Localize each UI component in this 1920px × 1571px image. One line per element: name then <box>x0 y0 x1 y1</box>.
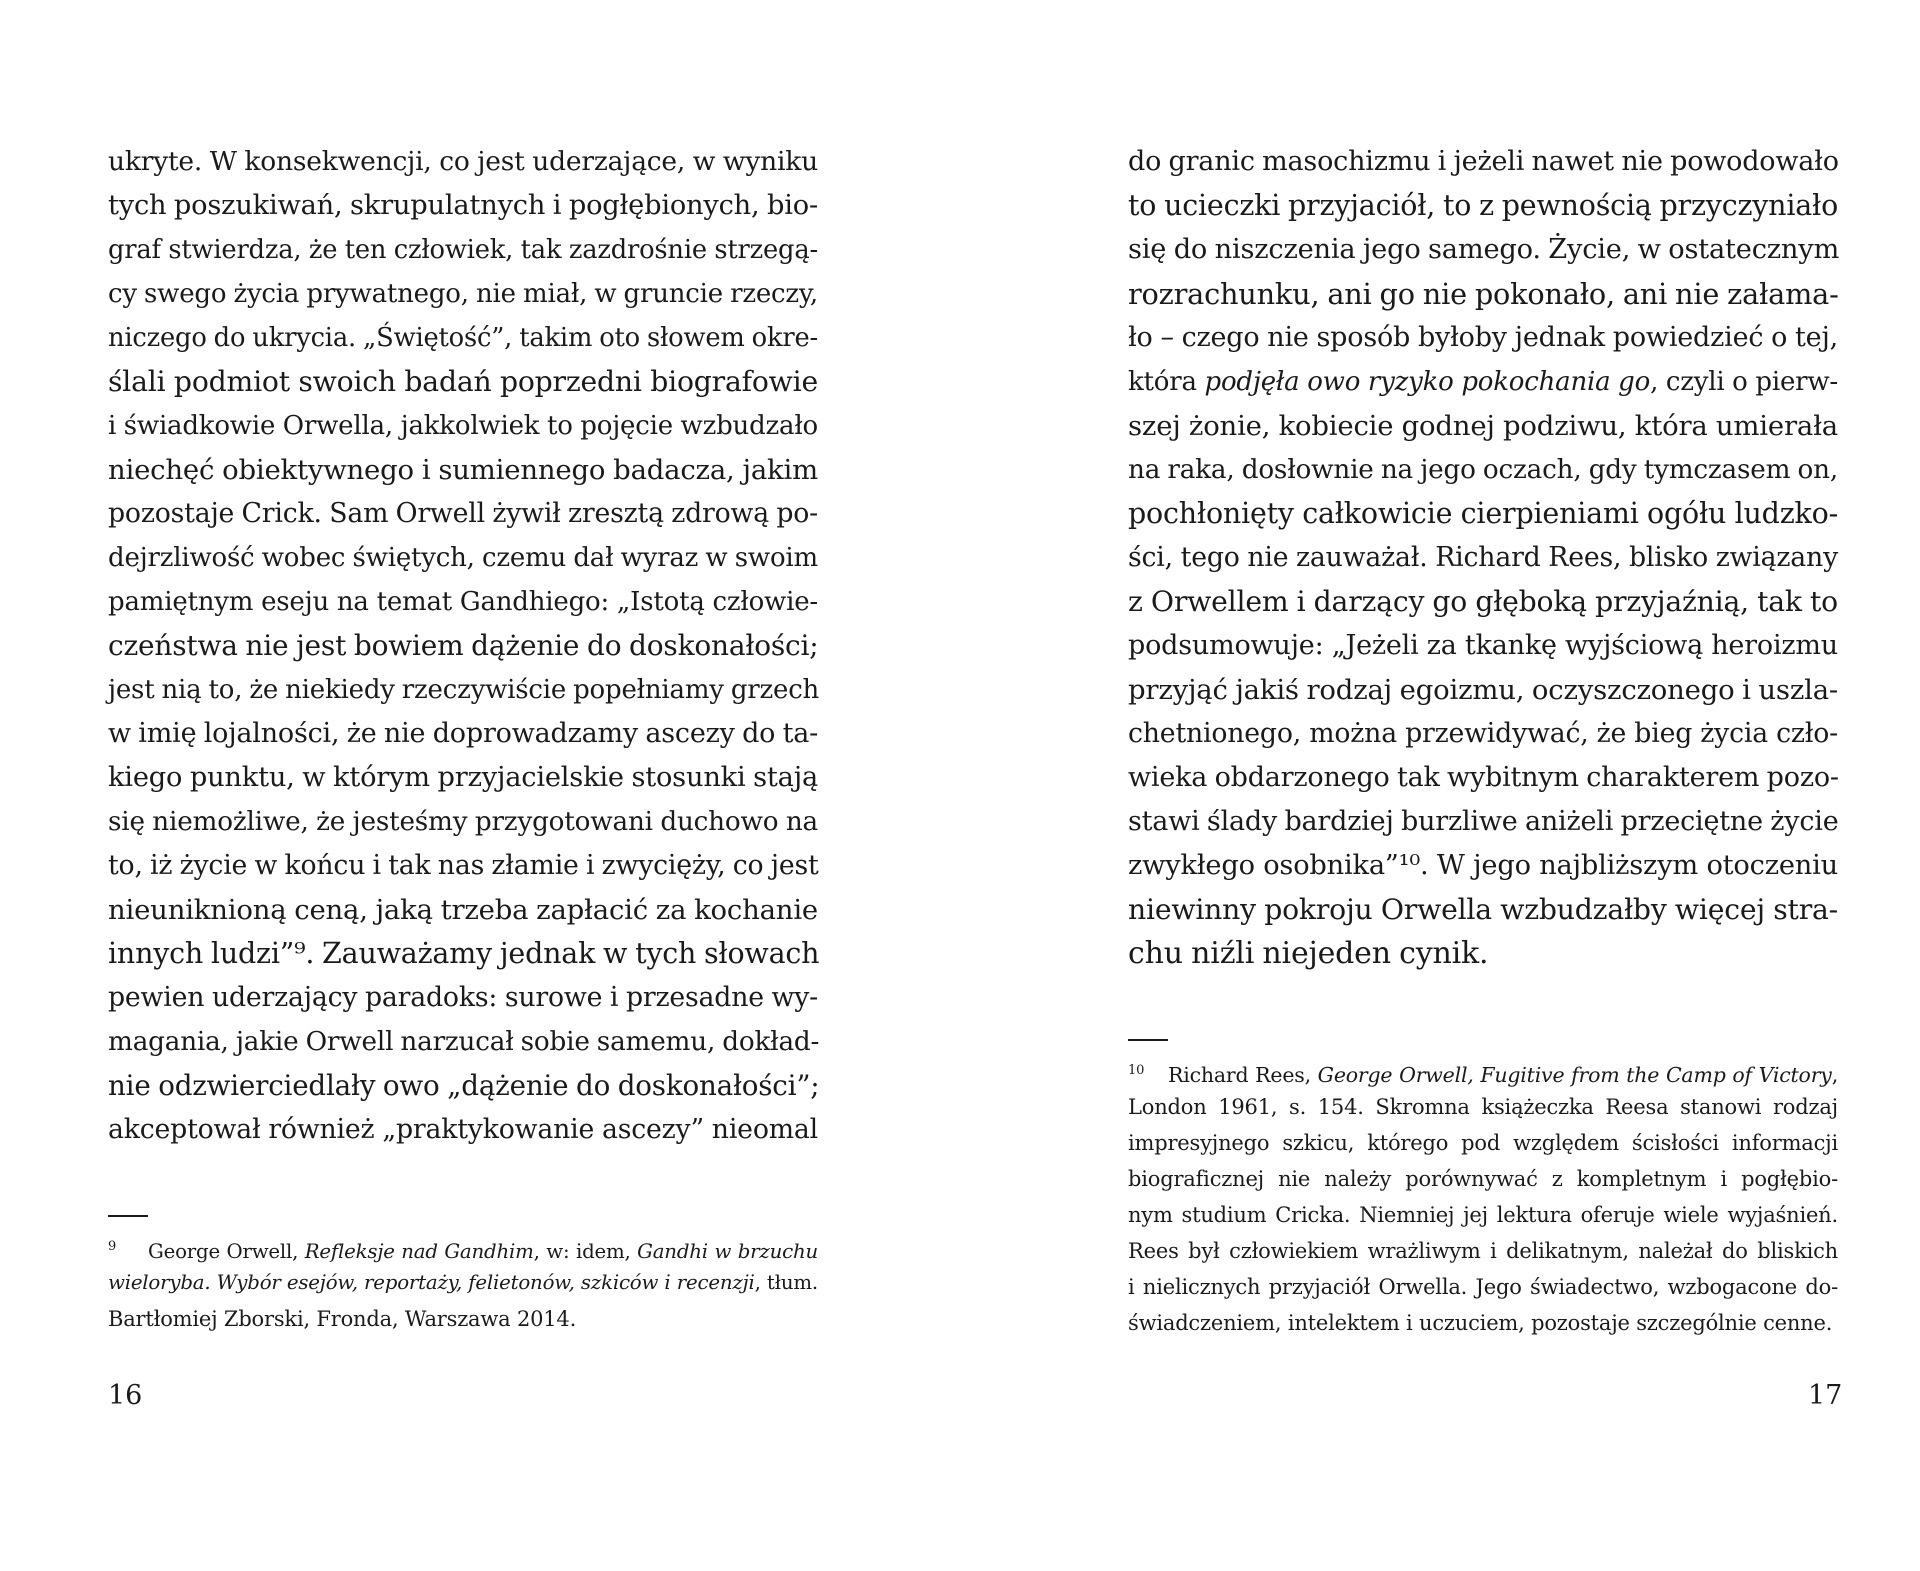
body-line: zwykłego osobnika”¹⁰. W jego najbliższym otoczeniu <box>1128 850 1838 881</box>
body-line: podsumowuje: „Jeżeli za tkankę wyjściową heroizmu <box>1128 630 1838 661</box>
footnote-line <box>1128 1053 1838 1089</box>
body-line: się niemożliwe, że jesteśmy przygotowani duchowo na <box>108 807 818 837</box>
footnote-number: 9 <box>108 1239 117 1254</box>
footnote-text: Richard Rees, <box>1168 1063 1318 1087</box>
body-line: przyjąć jakiś rodzaj egoizmu, oczyszczonego i uszla- <box>1128 674 1838 706</box>
right-footnote <box>1128 1053 1838 1341</box>
footnote-line: Rees był człowiekiem wrażliwym i delikatnym, należał do bliskich <box>1128 1239 1838 1263</box>
body-line: ślali podmiot swoich badań poprzedni biografowie <box>108 365 818 398</box>
body-line: ukryte. W konsekwencji, co jest uderzające, w wyniku <box>108 146 818 177</box>
body-line: kiego punktu, w którym przyjacielskie stosunki stają <box>108 762 818 793</box>
body-line: stawi ślady bardziej burzliwe aniżeli przeciętne życie <box>1128 806 1839 837</box>
body-line: niechęć obiektywnego i sumiennego badacza, jakim <box>108 454 818 486</box>
body-line: i świadkowie Orwella, jakkolwiek to pojęcie wzbudzało <box>108 411 818 441</box>
body-line: w imię lojalności, że nie doprowadzamy ascezy do ta- <box>108 718 819 749</box>
body-line: magania, jakie Orwell narzucał sobie samemu, dokład- <box>108 1027 820 1057</box>
body-line: cy swego życia prywatnego, nie miał, w gruncie rzeczy, <box>108 279 818 309</box>
body-line: na raka, dosłownie na jego oczach, gdy tymczasem on, <box>1128 455 1838 485</box>
page-number-right: 17 <box>1808 1380 1843 1411</box>
body-line: pamiętnym eseju na temat Gandhiego: „Istotą człowie- <box>108 587 818 617</box>
body-line: do granic masochizmu i jeżeli nawet nie powodowało <box>1128 146 1839 177</box>
body-line: ści, tego nie zauważał. Richard Rees, blisko związany <box>1128 542 1838 573</box>
body-line: pewien uderzający paradoks: surowe i przesadne wy- <box>108 982 818 1013</box>
footnote-title: George Orwell, Fugitive from the Camp of Victory <box>1317 1063 1832 1087</box>
footnote-line: Bartłomiej Zborski, Fronda, Warszawa 2014. <box>108 1307 577 1331</box>
footnote-text: , <box>1831 1063 1839 1087</box>
footnote-line: świadczeniem, intelektem i uczuciem, pozostaje szczególnie cenne. <box>1128 1311 1833 1335</box>
body-line: niewinny pokroju Orwella wzbudzałby więcej stra- <box>1128 893 1838 926</box>
right-body-text <box>1128 140 1838 976</box>
footnote-rule <box>1128 1039 1168 1041</box>
body-line: akceptował również „praktykowanie ascezy” nieomal <box>108 1114 818 1145</box>
footnote-text: George Orwell, <box>148 1240 305 1263</box>
footnote-line: impresyjnego szkicu, którego pod względem ścisłości informacji <box>1128 1131 1838 1155</box>
body-line: rozrachunku, ani go nie pokonało, ani nie załama- <box>1128 277 1839 311</box>
footnote-line: i nielicznych przyjaciół Orwella. Jego świadectwo, wzbogacone do- <box>1128 1275 1838 1299</box>
footnote-line: London 1961, s. 154. Skromna książeczka Reesa stanowi rodzaj <box>1128 1095 1838 1119</box>
body-line: ło – czego nie sposób byłoby jednak powiedzieć o tej, <box>1128 322 1838 353</box>
footnote-line <box>108 1265 818 1301</box>
body-line: dejrzliwość wobec świętych, czemu dał wyraz w swoim <box>108 543 818 573</box>
body-line: z Orwellem i darzący go głęboką przyjaźnią, tak to <box>1128 585 1838 618</box>
body-line: nie odzwierciedlały owo „dążenie do doskonałości”; <box>108 1069 820 1102</box>
body-line: tych poszukiwań, skrupulatnych i pogłębionych, bio- <box>108 190 818 221</box>
body-line: szej żonie, kobiecie godnej podziwu, która umierała <box>1128 410 1838 442</box>
body-line: chetnionego, można przewidywać, że bieg życia czło- <box>1128 718 1838 749</box>
footnote-number: 10 <box>1128 1063 1145 1078</box>
body-line: się do niszczenia jego samego. Życie, w ostatecznym <box>1128 234 1840 265</box>
body-emphasis: podjęła owo ryzyko pokochania go <box>1204 367 1651 397</box>
body-line: pozostaje Crick. Sam Orwell żywił zresztą zdrową po- <box>108 498 818 529</box>
footnote-line: biograficznej nie należy porównywać z kompletnym i pogłębio- <box>1128 1167 1838 1191</box>
page-number-left: 16 <box>108 1380 143 1411</box>
footnote-title: wieloryba. Wybór esejów, reportaży, felietonów, szkiców i recenzji <box>108 1271 755 1294</box>
body-line: to ucieczki przyjaciół, to z pewnością przyczyniało <box>1128 189 1839 222</box>
footnote-text: , tłum. <box>754 1271 818 1294</box>
footnote-line <box>108 1229 818 1265</box>
footnote-title: Refleksje nad Gandhim <box>304 1240 534 1263</box>
body-line <box>1128 360 1838 404</box>
body-text: , czyli o pierw- <box>1650 367 1838 397</box>
body-line: nieuniknioną ceną, jaką trzeba zapłacić za kochanie <box>108 894 818 926</box>
body-line: to, iż życie w końcu i tak nas złamie i zwycięży, co jest <box>108 850 819 881</box>
body-text: która <box>1128 367 1205 397</box>
left-body-text <box>108 140 818 1152</box>
left-page <box>108 140 818 1337</box>
right-page <box>1128 140 1838 1341</box>
body-line: pochłonięty całkowicie cierpieniami ogółu ludzko- <box>1128 497 1838 530</box>
left-footnote <box>108 1229 818 1337</box>
footnote-title: Gandhi w brzuchu <box>637 1240 819 1263</box>
footnote-line: nym studium Cricka. Niemniej jej lektura oferuje wiele wyjaśnień. <box>1128 1203 1838 1227</box>
footnote-text: , w: idem, <box>533 1240 638 1263</box>
body-line: graf stwierdza, że ten człowiek, tak zazdrośnie strzegą- <box>108 235 818 265</box>
body-line: chu niźli niejeden cynik. <box>1128 936 1489 971</box>
body-line: jest nią to, że niekiedy rzeczywiście popełniamy grzech <box>108 675 820 705</box>
body-line: innych ludzi”⁹. Zauważamy jednak w tych słowach <box>108 937 820 970</box>
footnote-rule <box>108 1215 148 1217</box>
body-line: czeństwa nie jest bowiem dążenie do doskonałości; <box>108 629 819 662</box>
body-line: niczego do ukrycia. „Świętość”, takim oto słowem okre- <box>108 323 818 353</box>
body-line: wieka obdarzonego tak wybitnym charakterem pozo- <box>1128 762 1839 793</box>
